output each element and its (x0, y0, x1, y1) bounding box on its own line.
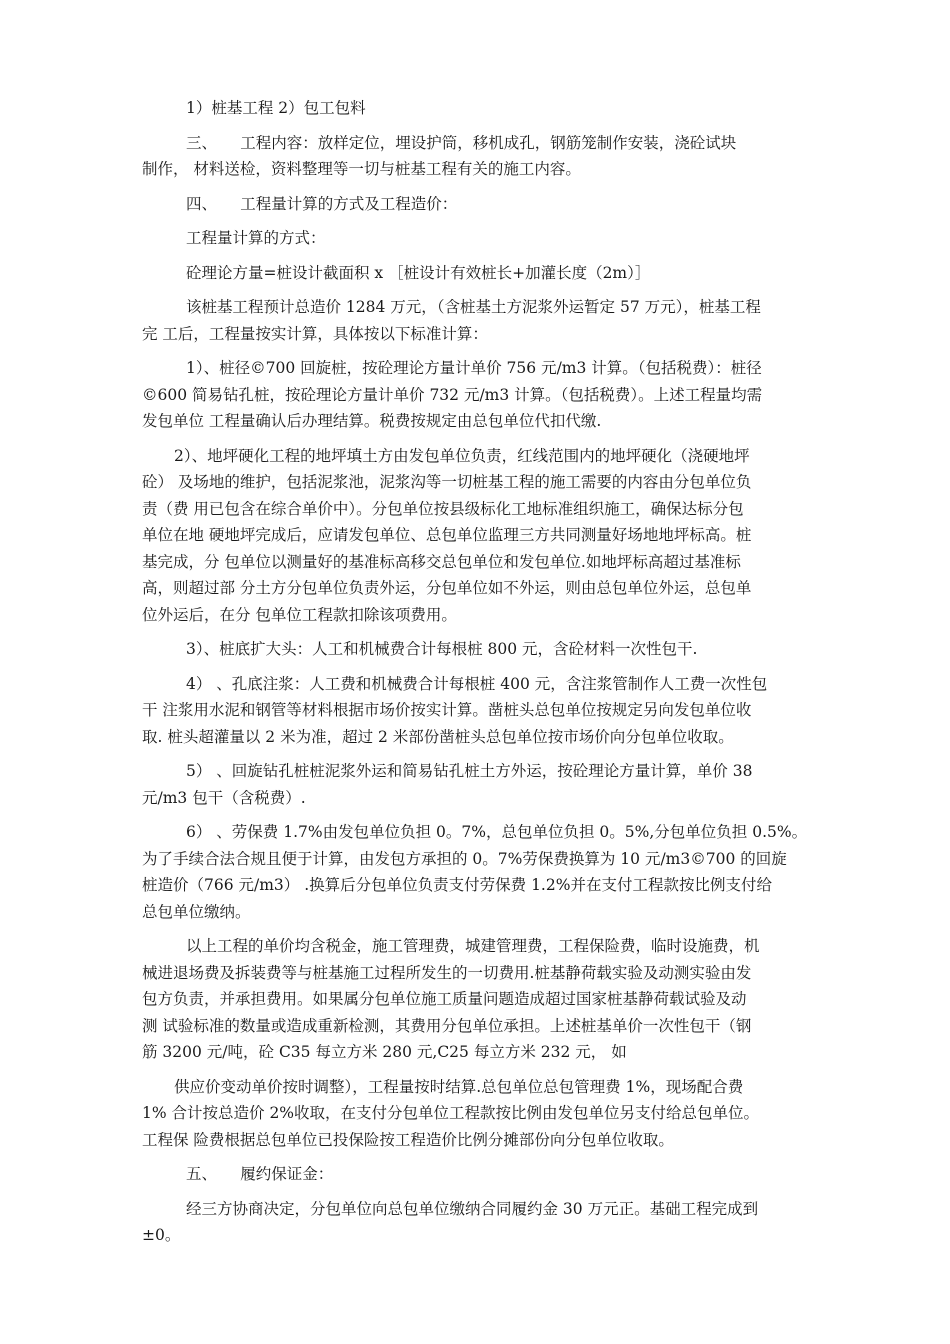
text-line: 发包单位 工程量确认后办理结算。税费按规定由总包单位代扣代缴. (142, 412, 602, 430)
text-line: 工程保 险费根据总包单位已投保险按工程造价比例分摊部份向分包单位收取。 (142, 1130, 674, 1149)
paragraph (142, 191, 822, 218)
text-line: 单位在地 硬地坪完成后，应请发包单位、总包单位监理三方共同测量好场地地坪标高。桩 (142, 526, 752, 544)
paragraph (142, 758, 822, 811)
text-line: 四、 工程量计算的方式及工程造价： (186, 194, 458, 213)
paragraph (142, 1196, 822, 1249)
text-line: 械进退场费及拆装费等与桩基施工过程所发生的一切费用.桩基静荷载实验及动测实验由发 (142, 963, 752, 982)
text-line: ©600 简易钻孔桩，按砼理论方量计单价 732 元/m3 计算。（包括税费）。上述工程量均需 (142, 385, 763, 404)
paragraph (142, 355, 822, 435)
paragraph (142, 636, 822, 663)
text-line: 制作， 材料送检，资料整理等一切与桩基工程有关的施工内容。 (142, 160, 581, 178)
paragraph (142, 933, 822, 1066)
text-line: 五、 履约保证金： (186, 1165, 334, 1183)
text-line: 测 试验标准的数量或造成重新检测，其费用分包单位承担。上述桩基单价一次性包干（钢 (142, 1016, 752, 1035)
text-line: 该桩基工程预计总造价 1284 万元，（含桩基土方泥浆外运暂定 57 万元），桩基工程 (186, 298, 761, 316)
paragraph (142, 671, 822, 751)
text-line: 供应价变动单价按时调整），工程量按时结算.总包单位总包管理费 1%，现场配合费 (174, 1077, 744, 1096)
paragraph (142, 1074, 822, 1154)
text-line: 三、 工程内容：放样定位，埋设护筒，移机成孔，钢筋笼制作安装，浇砼试块 (186, 133, 737, 152)
text-line: 总包单位缴纳。 (142, 902, 251, 921)
text-line: 基完成，分 包单位以测量好的基准标高移交总包单位和发包单位.如地坪标高超过基准标 (142, 552, 741, 571)
text-line: 1）桩基工程 2）包工包料 (186, 99, 366, 117)
paragraph (142, 95, 822, 122)
text-line: 责（费 用已包含在综合单价中）。分包单位按县级标化工地标准组织施工，确保达标分包 (142, 499, 744, 518)
text-line: 筋 3200 元/吨，砼 C35 每立方米 280 元,C25 每立方米 232 元， 如 (142, 1043, 627, 1061)
text-line: 1）、桩径©700 回旋桩，按砼理论方量计单价 756 元/m3 计算。（包括税费）：桩径 (186, 359, 762, 377)
text-line: 1% 合计按总造价 2%收取，在支付分包单位工程款按比例由发包单位另支付给总包单位。 (142, 1104, 760, 1122)
text-line: 4） 、孔底注浆：人工费和机械费合计每根桩 400 元，含注浆管制作人工费一次性包 (186, 674, 768, 693)
text-line: 2）、地坪硬化工程的地坪填土方由发包单位负责，红线范围内的地坪硬化（浇硬地坪 (174, 446, 750, 465)
paragraph (142, 225, 822, 252)
text-line: 工程量计算的方式： (186, 229, 326, 247)
text-line: 3）、桩底扩大头：人工和机械费合计每根桩 800 元，含砼材料一次性包干. (186, 640, 698, 658)
text-line: 为了手续合法合规且便于计算，由发包方承担的 0。7%劳保费换算为 10 元/m3©700 的回旋 (142, 849, 787, 868)
paragraph (142, 130, 822, 183)
text-line: 5） 、回旋钻孔桩桩泥浆外运和简易钻孔桩土方外运，按砼理论方量计算，单价 38 (186, 762, 753, 780)
text-line: 6） 、劳保费 1.7%由发包单位负担 0。7%，总包单位负担 0。5%,分包单位负担 0.5%。 (186, 823, 808, 841)
text-line: 经三方协商决定，分包单位向总包单位缴纳合同履约金 30 万元正。基础工程完成到 (186, 1199, 759, 1218)
text-line: 以上工程的单价均含税金，施工管理费，城建管理费，工程保险费，临时设施费，机 (186, 937, 760, 955)
text-line: 包方负责，并承担费用。如果属分包单位施工质量问题造成超过国家桩基静荷载试验及动 (142, 990, 747, 1008)
text-line: 元/m3 包干（含税费）. (142, 788, 306, 807)
paragraph (142, 819, 822, 925)
text-line: 砼） 及场地的维护，包括泥浆池，泥浆沟等一切桩基工程的施工需要的内容由分包单位负 (142, 473, 752, 491)
document-body (142, 95, 822, 1249)
text-line: 高，则超过部 分土方分包单位负责外运，分包单位如不外运，则由总包单位外运，总包单 (142, 579, 752, 597)
text-line: 位外运后，在分 包单位工程款扣除该项费用。 (142, 605, 457, 624)
text-line: 取. 桩头超灌量以 2 米为准，超过 2 米部份凿桩头总包单位按市场价向分包单位收取。 (142, 727, 734, 746)
text-line: 干 注浆用水泥和钢管等材料根据市场价按实计算。凿桩头总包单位按规定另向发包单位收 (142, 701, 752, 719)
paragraph (142, 260, 822, 287)
paragraph (142, 1161, 822, 1188)
paragraph (142, 443, 822, 629)
paragraph (142, 294, 822, 347)
text-line: 砼理论方量=桩设计截面积 x ［桩设计有效桩长+加灌长度（2m）］ (186, 263, 651, 282)
text-line: 完 工后，工程量按实计算，具体按以下标准计算： (142, 324, 488, 343)
text-line: 桩造价（766 元/m3） .换算后分包单位负责支付劳保费 1.2%并在支付工程款按比例支付给 (142, 876, 772, 894)
text-line: ±0。 (142, 1226, 181, 1244)
